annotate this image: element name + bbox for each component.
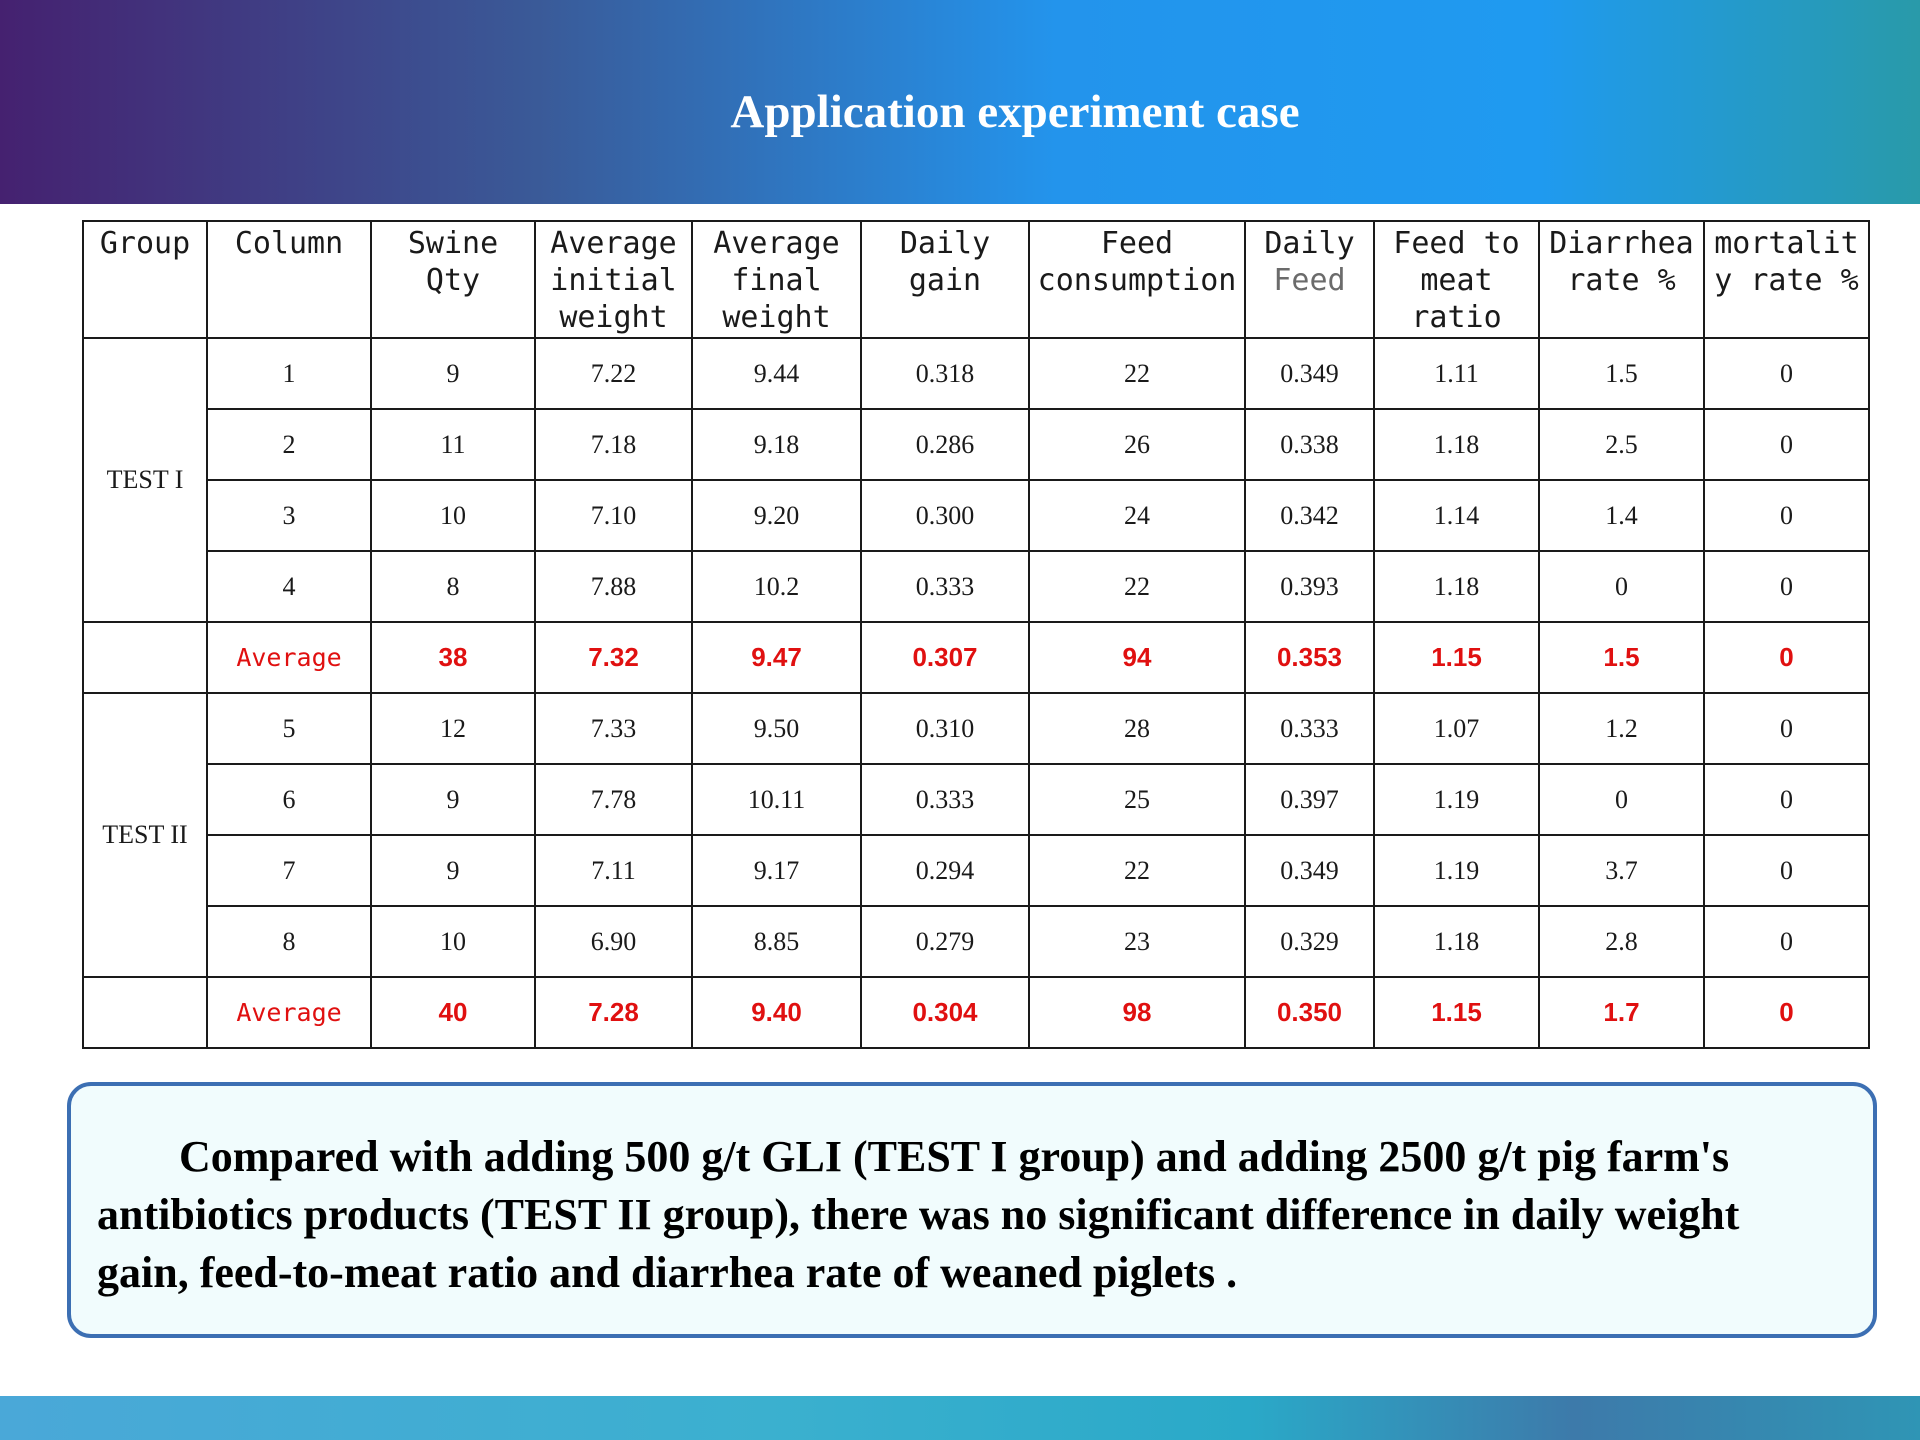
header-feed-consumption: Feed consumption — [1029, 221, 1245, 338]
cell-final-weight: 9.47 — [692, 622, 861, 693]
cell-feed-meat-ratio: 1.15 — [1374, 977, 1539, 1048]
table-header-row — [83, 221, 1869, 338]
cell-mortality-rate: 0 — [1704, 906, 1869, 977]
cell-final-weight: 8.85 — [692, 906, 861, 977]
table-row — [83, 480, 1869, 551]
cell-column: 1 — [207, 338, 371, 409]
cell-group-empty — [83, 977, 207, 1048]
table-row — [83, 764, 1869, 835]
table-row — [83, 551, 1869, 622]
cell-daily-gain: 0.279 — [861, 906, 1029, 977]
cell-swine-qty: 11 — [371, 409, 535, 480]
cell-mortality-rate: 0 — [1704, 693, 1869, 764]
cell-feed-meat-ratio: 1.14 — [1374, 480, 1539, 551]
cell-daily-feed: 0.338 — [1245, 409, 1374, 480]
page-title: Application experiment case — [730, 86, 1300, 138]
cell-daily-feed: 0.353 — [1245, 622, 1374, 693]
cell-diarrhea-rate: 0 — [1539, 764, 1704, 835]
header-average-initial-weight: Average initial weight — [535, 221, 692, 338]
header-mortality-rate: mortalit y rate % — [1704, 221, 1869, 338]
cell-swine-qty: 38 — [371, 622, 535, 693]
table-row-average — [83, 977, 1869, 1048]
cell-final-weight: 9.40 — [692, 977, 861, 1048]
cell-daily-feed: 0.349 — [1245, 835, 1374, 906]
cell-final-weight: 9.18 — [692, 409, 861, 480]
table-row — [83, 409, 1869, 480]
cell-feed-consumption: 25 — [1029, 764, 1245, 835]
cell-feed-consumption: 22 — [1029, 835, 1245, 906]
cell-daily-gain: 0.333 — [861, 764, 1029, 835]
cell-daily-feed: 0.329 — [1245, 906, 1374, 977]
cell-final-weight: 10.2 — [692, 551, 861, 622]
cell-mortality-rate: 0 — [1704, 764, 1869, 835]
cell-diarrhea-rate: 1.4 — [1539, 480, 1704, 551]
cell-initial-weight: 7.32 — [535, 622, 692, 693]
conclusion-box — [67, 1082, 1877, 1338]
cell-daily-gain: 0.310 — [861, 693, 1029, 764]
cell-diarrhea-rate: 0 — [1539, 551, 1704, 622]
cell-daily-feed: 0.342 — [1245, 480, 1374, 551]
cell-final-weight: 9.20 — [692, 480, 861, 551]
cell-feed-consumption: 23 — [1029, 906, 1245, 977]
cell-feed-consumption: 24 — [1029, 480, 1245, 551]
table-row-average — [83, 622, 1869, 693]
cell-diarrhea-rate: 2.8 — [1539, 906, 1704, 977]
cell-initial-weight: 7.78 — [535, 764, 692, 835]
cell-average-label: Average — [207, 622, 371, 693]
cell-feed-consumption: 28 — [1029, 693, 1245, 764]
header-swine-qty: Swine Qty — [371, 221, 535, 338]
header-diarrhea-rate: Diarrhea rate % — [1539, 221, 1704, 338]
cell-group-empty — [83, 622, 207, 693]
cell-daily-feed: 0.333 — [1245, 693, 1374, 764]
header-column: Column — [207, 221, 371, 338]
header-daily-gain: Daily gain — [861, 221, 1029, 338]
cell-swine-qty: 12 — [371, 693, 535, 764]
cell-swine-qty: 10 — [371, 480, 535, 551]
cell-column: 4 — [207, 551, 371, 622]
cell-daily-gain: 0.307 — [861, 622, 1029, 693]
cell-column: 5 — [207, 693, 371, 764]
group-label-test1: TEST I — [83, 338, 207, 622]
cell-daily-gain: 0.333 — [861, 551, 1029, 622]
cell-mortality-rate: 0 — [1704, 338, 1869, 409]
cell-feed-meat-ratio: 1.15 — [1374, 622, 1539, 693]
cell-feed-consumption: 94 — [1029, 622, 1245, 693]
cell-final-weight: 9.17 — [692, 835, 861, 906]
cell-diarrhea-rate: 1.2 — [1539, 693, 1704, 764]
header-feed-to-meat-ratio: Feed to meat ratio — [1374, 221, 1539, 338]
cell-initial-weight: 7.22 — [535, 338, 692, 409]
cell-swine-qty: 9 — [371, 764, 535, 835]
group-label-test2: TEST II — [83, 693, 207, 977]
cell-initial-weight: 6.90 — [535, 906, 692, 977]
footer-bar — [0, 1396, 1920, 1440]
cell-column: 6 — [207, 764, 371, 835]
header-daily-feed: Daily Feed — [1245, 221, 1374, 338]
cell-feed-meat-ratio: 1.07 — [1374, 693, 1539, 764]
table-row — [83, 693, 1869, 764]
cell-column: 7 — [207, 835, 371, 906]
cell-feed-consumption: 98 — [1029, 977, 1245, 1048]
cell-feed-meat-ratio: 1.18 — [1374, 409, 1539, 480]
cell-swine-qty: 8 — [371, 551, 535, 622]
results-table — [82, 220, 1870, 1049]
cell-swine-qty: 9 — [371, 338, 535, 409]
cell-initial-weight: 7.11 — [535, 835, 692, 906]
cell-daily-gain: 0.294 — [861, 835, 1029, 906]
cell-diarrhea-rate: 1.5 — [1539, 622, 1704, 693]
cell-feed-consumption: 22 — [1029, 338, 1245, 409]
cell-swine-qty: 40 — [371, 977, 535, 1048]
table-body — [83, 338, 1869, 1048]
cell-mortality-rate: 0 — [1704, 977, 1869, 1048]
cell-diarrhea-rate: 2.5 — [1539, 409, 1704, 480]
conclusion-text: Compared with adding 500 g/t GLI (TEST I group) and adding 2500 g/t pig farm's antibiotics products (TEST II group), there was no significant difference in daily weight gain, feed-to-meat ratio and diarrhea rate of weaned piglets . — [97, 1132, 1740, 1297]
cell-daily-gain: 0.300 — [861, 480, 1029, 551]
cell-diarrhea-rate: 3.7 — [1539, 835, 1704, 906]
cell-feed-consumption: 26 — [1029, 409, 1245, 480]
header-group: Group — [83, 221, 207, 338]
cell-mortality-rate: 0 — [1704, 480, 1869, 551]
cell-daily-feed: 0.349 — [1245, 338, 1374, 409]
cell-initial-weight: 7.18 — [535, 409, 692, 480]
cell-diarrhea-rate: 1.7 — [1539, 977, 1704, 1048]
cell-daily-feed: 0.397 — [1245, 764, 1374, 835]
cell-column: 3 — [207, 480, 371, 551]
cell-initial-weight: 7.10 — [535, 480, 692, 551]
cell-column: 8 — [207, 906, 371, 977]
cell-feed-meat-ratio: 1.18 — [1374, 906, 1539, 977]
cell-daily-feed: 0.393 — [1245, 551, 1374, 622]
header-average-final-weight: Average final weight — [692, 221, 861, 338]
cell-mortality-rate: 0 — [1704, 622, 1869, 693]
cell-daily-gain: 0.318 — [861, 338, 1029, 409]
cell-feed-meat-ratio: 1.19 — [1374, 764, 1539, 835]
cell-daily-gain: 0.304 — [861, 977, 1029, 1048]
table-row — [83, 835, 1869, 906]
cell-feed-meat-ratio: 1.11 — [1374, 338, 1539, 409]
cell-initial-weight: 7.88 — [535, 551, 692, 622]
cell-feed-consumption: 22 — [1029, 551, 1245, 622]
cell-diarrhea-rate: 1.5 — [1539, 338, 1704, 409]
cell-initial-weight: 7.33 — [535, 693, 692, 764]
cell-swine-qty: 9 — [371, 835, 535, 906]
cell-final-weight: 10.11 — [692, 764, 861, 835]
cell-swine-qty: 10 — [371, 906, 535, 977]
cell-initial-weight: 7.28 — [535, 977, 692, 1048]
cell-daily-gain: 0.286 — [861, 409, 1029, 480]
cell-mortality-rate: 0 — [1704, 409, 1869, 480]
results-table-container — [82, 220, 1868, 1049]
cell-mortality-rate: 0 — [1704, 551, 1869, 622]
cell-column: 2 — [207, 409, 371, 480]
cell-feed-meat-ratio: 1.18 — [1374, 551, 1539, 622]
cell-final-weight: 9.44 — [692, 338, 861, 409]
cell-feed-meat-ratio: 1.19 — [1374, 835, 1539, 906]
cell-mortality-rate: 0 — [1704, 835, 1869, 906]
table-row — [83, 906, 1869, 977]
cell-average-label: Average — [207, 977, 371, 1048]
table-row — [83, 338, 1869, 409]
cell-final-weight: 9.50 — [692, 693, 861, 764]
cell-daily-feed: 0.350 — [1245, 977, 1374, 1048]
